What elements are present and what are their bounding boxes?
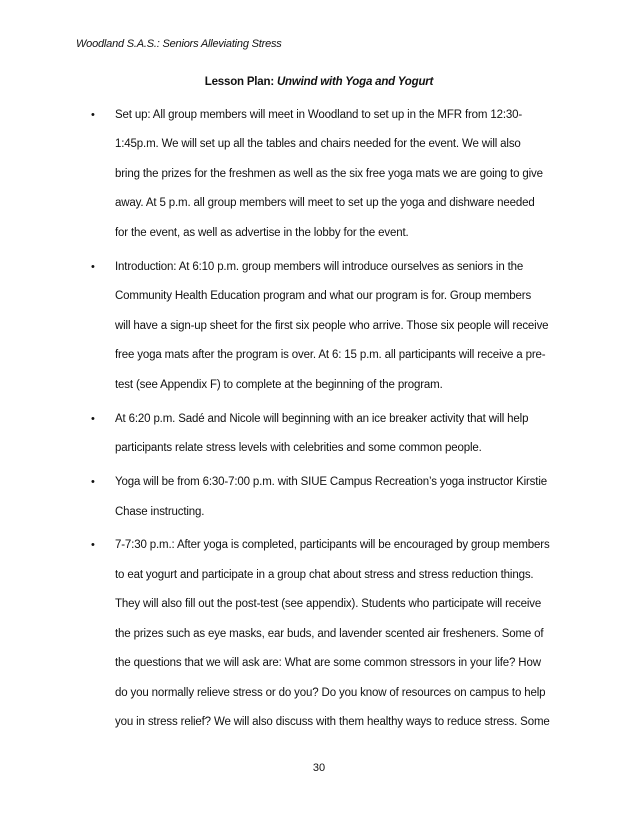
- bullet-marker: •: [91, 109, 95, 121]
- lesson-plan-title: [0, 76, 638, 88]
- title-name: Unwind with Yoga and Yogurt: [276, 76, 434, 88]
- list-item-line: do you normally relieve stress or do you? Do you know of resources on campus to help: [115, 687, 546, 699]
- list-item-line: participants relate stress levels with celebrities and some common people.: [115, 442, 482, 454]
- list-item-line: you in stress relief? We will also discuss with them healthy ways to reduce stress. Some: [115, 716, 550, 728]
- list-item-line: 1:45p.m. We will set up all the tables and chairs needed for the event. We will also: [115, 138, 521, 150]
- list-item-line: away. At 5 p.m. all group members will meet to set up the yoga and dishware needed: [115, 197, 535, 209]
- list-item-line: Introduction: At 6:10 p.m. group members will introduce ourselves as seniors in the: [115, 261, 524, 273]
- list-item-line: will have a sign-up sheet for the first six people who arrive. Those six people will receive: [115, 320, 549, 332]
- list-item-line: Yoga will be from 6:30-7:00 p.m. with SIUE Campus Recreation’s yoga instructor Kirstie: [115, 476, 547, 488]
- list-item-line: Chase instructing.: [115, 506, 205, 518]
- bullet-marker: •: [91, 261, 95, 273]
- bullet-marker: •: [91, 539, 95, 551]
- list-item-line: test (see Appendix F) to complete at the beginning of the program.: [115, 379, 443, 391]
- page-number: 30: [312, 762, 326, 774]
- list-item-line: the prizes such as eye masks, ear buds, and lavender scented air fresheners. Some of: [115, 628, 544, 640]
- list-item-line: Community Health Education program and what our program is for. Group members: [115, 290, 532, 302]
- list-item-line: the questions that we will ask are: What are some common stressors in your life? How: [115, 657, 541, 669]
- list-item-line: Set up: All group members will meet in Woodland to set up in the MFR from 12:30-: [115, 109, 523, 121]
- list-item-line: free yoga mats after the program is over. At 6: 15 p.m. all participants will receive a pre-: [115, 349, 546, 361]
- title-prefix: Lesson Plan:: [204, 76, 277, 88]
- list-item-line: to eat yogurt and participate in a group chat about stress and stress reduction things.: [115, 569, 534, 581]
- list-item-line: bring the prizes for the freshmen as well as the six free yoga mats we are going to give: [115, 168, 543, 180]
- list-item-line: They will also fill out the post-test (see appendix). Students who participate will receive: [115, 598, 542, 610]
- bullet-marker: •: [91, 413, 95, 425]
- list-item-line: At 6:20 p.m. Sadé and Nicole will beginning with an ice breaker activity that will help: [115, 413, 529, 425]
- bullet-marker: •: [91, 476, 95, 488]
- list-item-line: for the event, as well as advertise in the lobby for the event.: [115, 227, 409, 239]
- list-item-line: 7-7:30 p.m.: After yoga is completed, participants will be encouraged by group members: [115, 539, 550, 551]
- running-header: Woodland S.A.S.: Seniors Alleviating Stress: [76, 38, 282, 50]
